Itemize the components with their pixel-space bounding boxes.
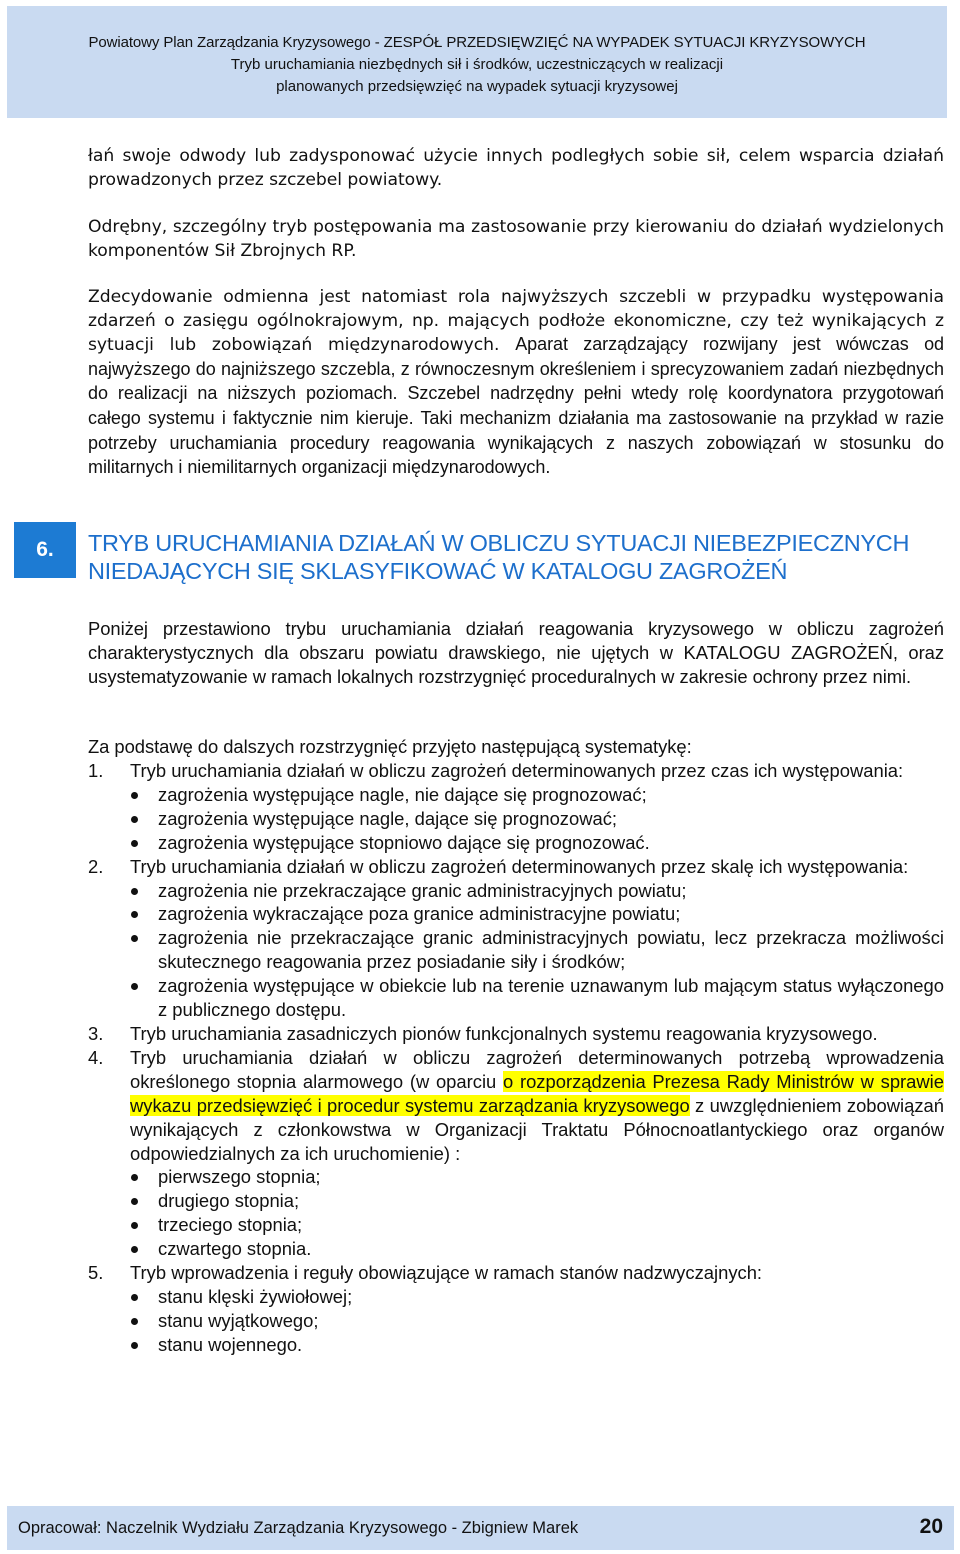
bullet-item: pierwszego stopnia;	[130, 1165, 944, 1189]
list-item-1	[88, 759, 944, 855]
bullet-item: zagrożenia występujące nagle, nie dające się prognozować;	[130, 783, 944, 807]
bullet-item: zagrożenia nie przekraczające granic administracyjnych powiatu;	[130, 879, 944, 903]
list-item-3	[88, 1022, 944, 1046]
list-item-number: 1.	[88, 760, 104, 781]
bullet-item: zagrożenia występujące w obiekcie lub na terenie uznawanym lub mającym status wyłączonego z publicznego dostępu.	[130, 974, 944, 1022]
section-title-line-1: TRYB URUCHAMIANIA DZIAŁAŃ W OBLICZU SYTUACJI NIEBEZPIECZNYCH	[88, 530, 910, 556]
section-title-line-2: NIEDAJĄCYCH SIĘ SKLASYFIKOWAĆ W KATALOGU ZAGROŻEŃ	[88, 558, 788, 584]
list-item-text: Tryb uruchamiania działań w obliczu zagrożeń determinowanych przez skalę ich występowania:	[130, 855, 909, 877]
list-item-text: Tryb wprowadzenia i reguły obowiązujące w ramach stanów nadzwyczajnych:	[130, 1262, 763, 1284]
bullet-item: zagrożenia nie przekraczające granic administracyjnych powiatu, lecz przekracza możliwości skutecznego reagowania przez posiadanie siły i środków;	[130, 926, 944, 974]
page-footer	[7, 1506, 954, 1550]
list-item-4	[88, 1046, 944, 1261]
page-header	[7, 6, 947, 118]
section-intro: Poniżej przestawiono trybu uruchamiania działań reagowania kryzysowego w obliczu zagrożeń charakterystycznych dla obszaru powiatu drawskiego, nie ujętych w KATALOGU ZAGROŻEŃ, oraz usystematyzowanie w ramach lokalnych rozstrzygnięć proceduralnych w zakresie ochrony przez nimi.	[88, 618, 944, 687]
paragraph-2: Odrębny, szczególny tryb postępowania ma zastosowanie przy kierowaniu do działań wydzielonych komponentów Sił Zbrojnych RP.	[88, 217, 944, 261]
bullet-list	[130, 879, 944, 1022]
list-item-5	[88, 1261, 944, 1357]
list-item-text-before: Tryb uruchamiania działań w obliczu zagrożeń determinowanych potrzebą wprowadzenia określonego stopnia alarmowego (w oparciu	[130, 1046, 944, 1092]
list-item-text-after: z uwzględnieniem zobowiązań wynikających z członkowstwa w Organizacji Traktatu Północnoatlantyckiego oraz organów odpowiedzialnych za ich uruchomienie) :	[130, 1094, 944, 1164]
bullet-list	[130, 783, 944, 855]
paragraph-3-part-a: Zdecydowanie odmienna jest natomiast rola najwyższych szczebli w przypadku występowania zdarzeń o zasięgu ogólnokrajowym, np. mających podłoże ekonomiczne, czy też wynikających z sytuacji lub zobowiązań międzynarodowych.	[88, 287, 944, 356]
footer-author: Opracował: Naczelnik Wydziału Zarządzania Kryzysowego - Zbigniew Marek	[18, 1519, 579, 1537]
bullet-item: stanu wyjątkowego;	[130, 1309, 944, 1333]
systematics-list	[88, 759, 944, 1357]
paragraph-3	[88, 286, 944, 481]
bullet-list	[130, 1285, 944, 1357]
bullet-item: trzeciego stopnia;	[130, 1213, 944, 1237]
list-item-number: 2.	[88, 855, 104, 877]
highlighted-regulation-text: o rozporządzenia Prezesa Rady Ministrów w sprawie wykazu przedsięwzięć i procedur systemu zarządzania kryzysowego	[130, 1070, 944, 1116]
bullet-item: drugiego stopnia;	[130, 1189, 944, 1213]
bullet-list	[130, 1165, 944, 1261]
list-item-2	[88, 855, 944, 1022]
list-item-number: 4.	[88, 1046, 104, 1068]
list-item-text	[130, 1046, 944, 1166]
bullet-item: stanu wojennego.	[130, 1333, 944, 1357]
bullet-item: zagrożenia wykraczające poza granice administracyjne powiatu;	[130, 902, 944, 926]
bullet-item: stanu klęski żywiołowej;	[130, 1285, 944, 1309]
list-item-number: 3.	[88, 1022, 104, 1044]
bullet-item: zagrożenia występujące nagle, dające się prognozować;	[130, 807, 944, 831]
page-number: 20	[919, 1515, 943, 1538]
bullet-item: zagrożenia występujące stopniowo dające się prognozować.	[130, 831, 944, 855]
header-line-3: planowanych przedsięwzięć na wypadek sytuacji kryzysowej	[276, 78, 678, 95]
list-item-text: Tryb uruchamiania działań w obliczu zagrożeń determinowanych przez czas ich występowania:	[130, 760, 904, 781]
list-item-number: 5.	[88, 1262, 104, 1284]
section-number-badge: 6.	[14, 522, 76, 578]
bullet-item: czwartego stopnia.	[130, 1237, 944, 1261]
section-lead: Za podstawę do dalszych rozstrzygnięć przyjęto następującą systematykę:	[88, 736, 692, 757]
list-item-text: Tryb uruchamiania zasadniczych pionów funkcjonalnych systemu reagowania kryzysowego.	[130, 1022, 878, 1044]
paragraph-1: łań swoje odwody lub zadysponować użycie innych podległych sobie sił, celem wsparcia działań prowadzonych przez szczebel powiatowy.	[88, 146, 944, 190]
header-line-2: Tryb uruchamiania niezbędnych sił i środków, uczestniczących w realizacji	[230, 56, 724, 73]
paragraph-3-part-b: Aparat zarządzający rozwijany jest wówczas od najwyższego do najniższego szczebla, z równoczesnym określeniem i sprecyzowaniem zadań niezbędnych do realizacji na niższych poziomach. Szczebel nadrzędny pełni wtedy rolę koordynatora przygotowań całego systemu i faktycznie nim kieruje. Taki mechanizm działania ma zastosowanie na przykład w razie potrzeby uruchamiania procedury reagowania wynikających z naszych zobowiązań w stosunku do militarnych i niemilitarnych organizacji międzynarodowych.	[88, 334, 944, 478]
section-title	[88, 529, 948, 585]
header-line-1: Powiatowy Plan Zarządzania Kryzysowego - ZESPÓŁ PRZEDSIĘWZIĘĆ NA WYPADEK SYTUACJI KRYZYSOWYCH	[88, 34, 866, 51]
